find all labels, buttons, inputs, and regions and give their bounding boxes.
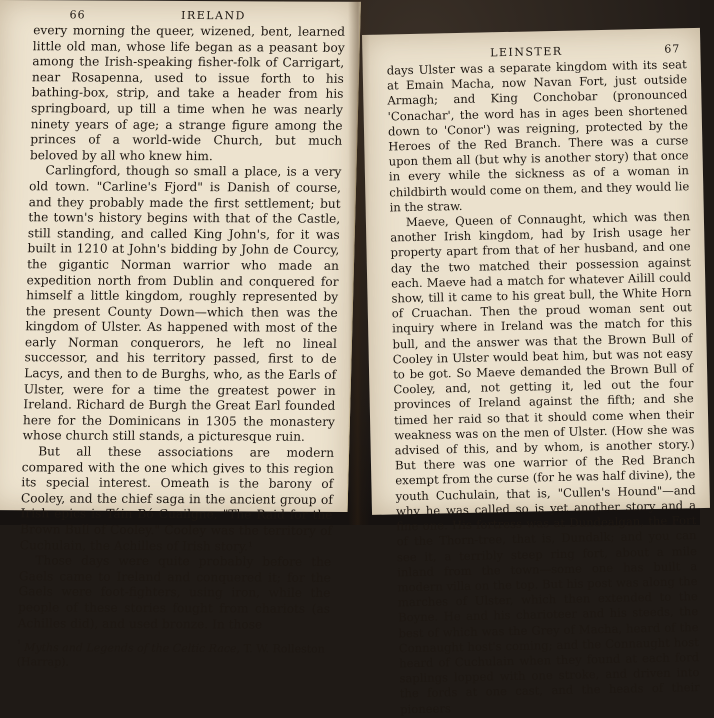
left-page: [0, 0, 361, 669]
paragraph: days Ulster was a separate kingdom with its seat at Emain Macha, now Navan Fort, just outside Armagh; and King Conchobar (pronounced 'Conachar', the word has in ages been shortened down to 'Conor') was reigning, protected by the Heroes of the Red Branch. There was a curse upon them all (but why is another story) that once in every while the sickness as of a woman in childbirth would come on them, and they would lie in the straw.: [386, 57, 690, 215]
left-running-title: IRELAND: [180, 8, 247, 23]
footnote-rest: T. W. Rolleston (Harrap).: [16, 642, 325, 669]
right-page-number: 67: [664, 42, 681, 56]
paragraph: every morning the queer, wizened, bent, learned little old man, whose life began as a peasant boy among the Irish-speaking fisher-folk of Carrigart, near Rosapenna, used to issue forth to his bathing-box, strip, and take a header from his springboard, up till a time when he was nearly ninety years of age; a strange figure among the princes of a world-wide Church, but much beloved by all who knew him.: [29, 23, 346, 163]
paragraph: But all these associations are modern compared with the one which gives to this region its special interest. Omeath is the barony of Cooley, and the chief saga in the ancient group of Irish epics is Táin Bó Cuailgne, "The Raid for the Brown Bull of Cooley." Cooley was the territory of Cuchulain, the Achilles of Irish story.¹: [19, 444, 335, 554]
footnote: [0, 631, 343, 671]
left-page-number: 66: [69, 8, 86, 22]
footnote-title: Myths and Legends of the Celtic Race,: [23, 641, 241, 656]
right-running-title: LEINSTER: [490, 44, 563, 60]
right-page: [362, 28, 710, 716]
left-page-text: [0, 21, 359, 633]
footnote-marker: ¹: [16, 639, 21, 650]
paragraph: Maeve, Queen of Connaught, which was then another Irish kingdom, had by Irish usage her property apart from that of her husband, and one day the two matched their possession against each. Maeve had a match for whatever Ailill could show, till it came to his great bull, the White Horn of Cruachan. Then the proud woman sent out inquiry where in Ireland was the match for this bull, and the answer was that the Brown Bull of Cooley in Ulster would beat him, but was not easy to be got. So Maeve demanded the Brown Bull of Cooley, and, not getting it, led out the four provinces of Ireland against the fifth; and she timed her raid so that it should come when their weakness was on the men of Ulster. (How she was advised of this, and by whom, is another story.) But there was one warrior of the Red Branch exempt from the curse (for he was half divine), the youth Cuchulain, that is, "Cullen's Hound"—and why he was called so is yet another story and a fine one. His fortress was at Dundealgan, the Fort of the Thorn-tree, that is, Dundalk; and you can see it, a terribly steep ring fort, about a mile inland from the town—some one has built a modern villa on the top. But his post was along the marches of Ulster, which then extended to the Boyne. He and his charioteer and his steeds, the best of which was the Grey of Macha, heard of the Connaught host's coming; and the Connaught host heard of Cuchulain when they found at each ford saplings lopped with one stroke, and driven into the fords at one cast, and the heads of their pioneers: [390, 209, 700, 716]
paragraph: Carlingford, though so small a place, is a very old town. "Carline's Fjord" is Danish of course, and they probably made the first settlement; but the town's history begins with that of the Castle, still standing, and called King John's, for it was built in 1210 at John's bidding by John de Courcy, the gigantic Norman warrior who made an expedition north from Dublin and conquered for himself a little kingdom, roughly represented by the present County Down—which then was the kingdom of Ulster. As happened with most of the early Norman conquerors, he left no lineal successor, and his territory passed, first to de Lacys, and then to de Burghs, who, as the Earls of Ulster, were for a time the greatest power in Ireland. Richard de Burgh the Great Earl founded here for the Dominicans in 1305 the monastery whose church still stands, a picturesque ruin.: [22, 163, 342, 445]
paragraph: Those days were quite probably before the Gaels came to Ireland and conquered it; for the Gaels were foot-fighters, using iron, while the people of these stories fought from chariots (as Achilles did), and used bronze. In those: [17, 553, 332, 632]
right-page-text: [363, 55, 714, 718]
